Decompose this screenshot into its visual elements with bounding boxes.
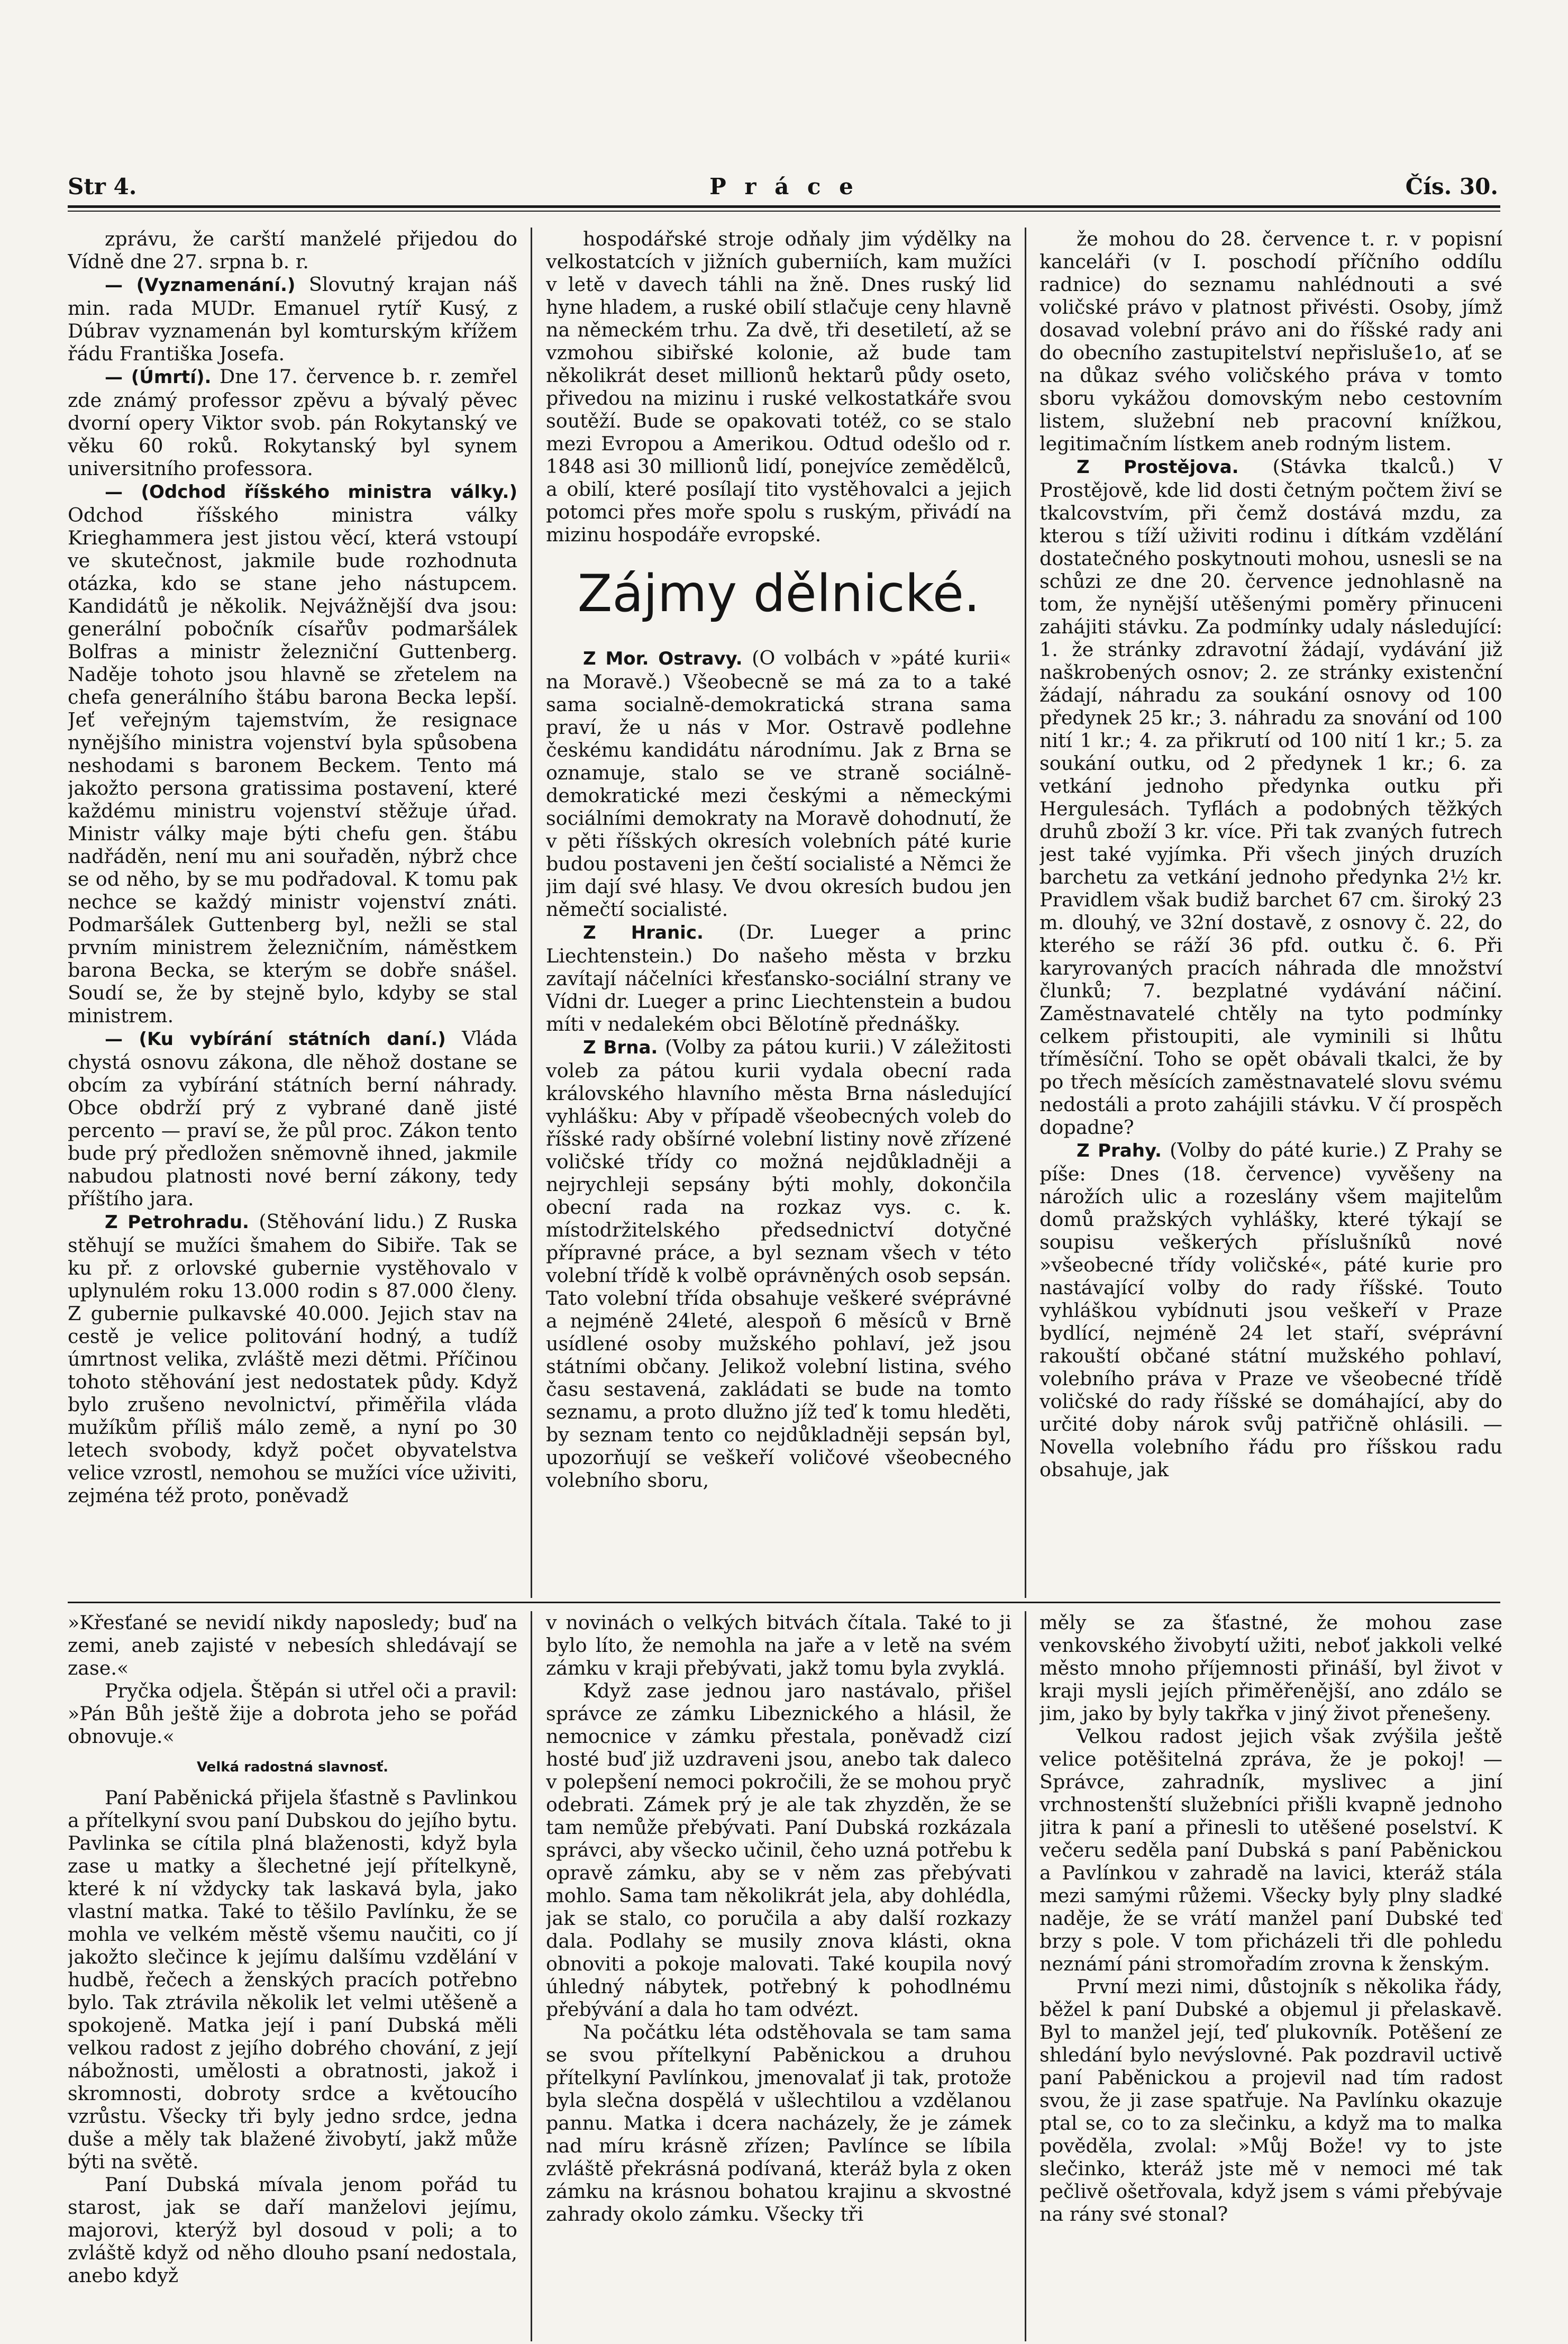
article-lead: — (Odchod říšského ministra války.)	[105, 481, 517, 503]
column-1-news	[68, 228, 517, 1598]
article-lead: Z Prahy.	[1077, 1140, 1162, 1161]
article-paragraph	[546, 1679, 1011, 2021]
article-paragraph	[68, 2173, 517, 2287]
article-paragraph	[1040, 1139, 1502, 1481]
article-lead: Z Brna.	[583, 1037, 658, 1058]
article-text: Vláda chystá osnovu zákona, dle něhož dostane se obcím za vybírání státních berní náhrady. Obce obdrží prý z vybrané daně jisté percento — praví se, že půl proc. Zákon tento bude prý předložen sněmovně ihned, jakmile nabudou platnosti nové berní zákony, tedy příštího jara.	[68, 1027, 517, 1210]
section-title: Zájmy dělnické.	[577, 564, 980, 623]
column-6-story	[1040, 1611, 1502, 2341]
article-text: Pryčka odjela. Štěpán si utřel oči a pravil: »Pán Bůh ještě žije a dobrota jeho se pořád obnovuje.«	[68, 1679, 517, 1748]
article-text: Slovutný krajan náš min. rada MUDr. Emanuel rytíř Kusý, z Dúbrav vyznamenán byl komturským křížem řádu Františka Josefa.	[68, 273, 517, 365]
column-divider	[1025, 228, 1026, 1598]
article-text: První mezi nimi, důstojník s několika řády, běžel k paní Dubské a objemul ji přelaskavě. Byl to manžel její, teď plukovník. Potěšení ze shledání bylo nevýslovné. Pak pozdravil uctivě paní Paběnickou a projevil nad tím radost svou, že ji zase spatřuje. Na Pavlínku okazuje ptal se, co to za slečinku, a když ma to malka pověděla, zvolal: »Můj Bože! vy to jste slečinko, kteráž jste mě v nemoci mé tak pečlivě ošetřovala, když jsem s vámi přebývaje na rány své stonal?	[1040, 1975, 1502, 2225]
article-paragraph	[1040, 455, 1502, 1139]
article-lead: — (Vyznamenání.)	[105, 275, 296, 296]
article-paragraph	[68, 1611, 517, 1679]
column-4-story	[68, 1611, 517, 2341]
article-paragraph	[68, 1786, 517, 2173]
article-paragraph	[68, 365, 517, 480]
article-text: Odchod říšského ministra války Krieghammera jest jistou věcí, která vstoupí ve skutečnost, jakmile bude rozhodnuta otázka, kdo se stane jeho nástupcem. Kandidátů je několik. Nejvážnější dva jsou: generální pobočník císařův podmaršálek Bolfras a ministr železniční Guttenberg. Naděje tohoto jsou hlavně se zřetelem na chefa generálního štábu barona Becka lepší. Jeť veřejným tajemstvím, že resignace nynějšího ministra vojenství byla spůsobena neshodami s baronem Beckem. Tento má jakožto persona gratissima postavení, které každému ministru vojenství stěžuje úřad. Ministr války maje býti chefu gen. štábu nadřáděn, není mu ani souřaděn, nýbrž chce se od něho, by se mu podřadoval. K tomu pak nechce se každý ministr vojenství znáti. Podmaršálek Guttenberg byl, nežli se stal prvním ministrem železničním, náměstkem barona Becka, se kterým se dobře snášel. Soudí se, že by stejně bylo, kdyby se stal ministrem.	[68, 504, 517, 1027]
article-lead: — (Ku vybírání státních daní.)	[105, 1029, 446, 1050]
article-text: Když zase jednou jaro nastávalo, přišel správce ze zámku Libeznického a hlásil, že nemocnice v zámku přestala, poněvadž cizí hosté buď již uzdraveni jsou, anebo tak daleco v polepšení nemoci pokročili, že se mohou pryč odebrati. Zámek prý je ale tak zhyzděn, že se tam nemůže přebývati. Paní Dubská rozkázala správci, aby všecko učinil, čeho uzná potřebu k opravě zámku, aby se v něm zas přebývati mohlo. Sama tam několikrát jela, aby dohlédla, jak se stalo, co poručila a aby další rozkazy dala. Podlahy se musily znova klásti, okna obnoviti a pokoje malovati. Také koupila nový úhledný nábytek, potřebný k pohodlnému přebývání a dala ho tam odvézt.	[546, 1679, 1011, 2021]
article-paragraph	[546, 1035, 1011, 1492]
article-paragraph	[68, 228, 517, 273]
column-5-story	[546, 1611, 1011, 2341]
article-text: v novinách o velkých bitvách čítala. Také to ji bylo líto, že nemohla na jaře a v letě na svém zámku v kraji přebývati, jakž tomu byla zvyklá.	[546, 1611, 1011, 1679]
header-rule-thin	[68, 211, 1500, 212]
article-paragraph	[546, 647, 1011, 921]
article-lead: Z Hranic.	[583, 922, 704, 943]
article-text: Na počátku léta odstěhovala se tam sama se svou přítelkyní Paběnickou a druhou přítelkyní Pavlínkou, jmenovalať ji tak, protože byla slečna dospělá v ušlechtilou a vzdělanou pannu. Matka i dcera nacházely, že je zámek nad míru krásně zřízen; Pavlínce se líbila zvláště překrásná podívaná, kteráž byla z oken zámku na krásnou bohatou krajinu a skvostné zahrady okolo zámku. Všecky tři	[546, 2021, 1011, 2225]
column-2-news	[546, 228, 1011, 1598]
article-text: Paní Paběnická přijela šťastně s Pavlinkou a přítelkyní svou paní Dubskou do jejího bytu. Pavlinka se cítila plná blaženosti, když byla zase u matky a šlechetné její přítelkyně, které k ní vždycky tak laskavá byla, jako vlastní matka. Také to těšilo Pavlínku, že se mohla ve velkém městě všemu naučiti, co jí jakožto slečince k jejímu dalšímu vzdělání v hudbě, řečech a ženských pracích potřebno bylo. Tak ztrávila několik let velmi utěšeně a spokojeně. Matka její i paní Dubská měli velkou radost z jejího dobrého chování, z její nábožnosti, umělosti a obratnosti, jakož i skromnosti, dobroty srdce a květoucího vzrůstu. Všecky tři byly jedno srdce, jedna duše a měly tak blažené živobytí, jakž může býti na světě.	[68, 1786, 517, 2173]
article-text: Dne 17. července b. r. zemřel zde známý professor zpěvu a bývalý pěvec dvorní opery Viktor svob. pán Rokytanský ve věku 60 roků. Rokytanský byl synem universitního professora.	[68, 365, 517, 480]
article-paragraph	[546, 2021, 1011, 2225]
article-paragraph	[546, 228, 1011, 546]
article-text: (Volby za pátou kurii.) V záležitosti voleb za pátou kurii vydala obecní rada královského hlavního města Brna následující vyhlášku: Aby v případě všeobecných voleb do říšské rady obšírné volební listiny nově zřízené voličské třídy co možná nejdůkladněji a nejrychleji sepsány býti mohly, dokončila obecní rada na rozkaz vys. c. k. místodržitelského předsednictví dotyčné přípravné práce, a byl seznam všech v této volební třídě k volbě oprávněných osob sepsán. Tato volební třída obsahuje veškeré svéprávné a nejméně 24leté, alespoň 6 měsíců v Brně usídlené osoby mužského pohlaví, jež jsou státními občany. Jelikož volební listina, svého času sestavená, zakládati se bude na tomto seznamu, a proto dlužno jíž teď k tomu hleděti, by seznam tento co nejdůkladněji sepsán byl, upozorňují se veškeří voličové všeobecného volebního sboru,	[546, 1035, 1011, 1492]
article-text: (O volbách v »páté kurii« na Moravě.) Všeobecně se má za to a také sama socialně-demokratická strana sama praví, že u nás v Mor. Ostravě podlehne českému kandidátu národnímu. Jak z Brna se oznamuje, stalo se ve straně sociálně-demokratické mezi českými a německými sociálními demokraty na Moravě dohodnutí, že v pěti říšských okresích volebních páté kurie budou postaveni jen čeští socialisté a Němci že jim dají své hlasy. Ve dvou okresích budou jen němečtí socialisté.	[546, 647, 1011, 921]
article-paragraph	[1040, 1725, 1502, 1975]
article-paragraph	[1040, 228, 1502, 455]
article-paragraph	[68, 1210, 517, 1507]
section-heading: Velká radostná slavnosť.	[196, 1759, 389, 1775]
article-paragraph	[546, 921, 1011, 1035]
article-lead: Z Mor. Ostravy.	[583, 648, 743, 669]
article-lead: Z Petrohradu.	[105, 1212, 249, 1233]
article-paragraph	[68, 273, 517, 365]
column-divider	[531, 228, 532, 1598]
header-rule	[68, 205, 1500, 208]
column-3-news	[1040, 228, 1502, 1598]
article-text: hospodářské stroje odňaly jim výdělky na velkostatcích v jižních guberniích, kam mužíci v letě v davech táhli na žně. Dnes ruský lid hyne hladem, a ruské obilí stlačuje ceny hlavně na německém trhu. Za dvě, tři desetiletí, až se vzmohou sibiřské kolonie, až bude tam několikrát deset millionů hektarů půdy oseto, přivedou na mizinu i ruské velkostatkáře svou soutěží. Bude se opakovati totéž, co se stalo mezi Evropou a Amerikou. Odtud odešlo od r. 1848 asi 30 millionů lidí, ponejvíce zemědělců, a obilí, které posílají tito vystěhovalci a jejich potomci přes moře spolu s ruským, přivádí na mizinu hospodáře evropské.	[546, 228, 1011, 546]
article-text: (Stávka tkalců.) V Prostějově, kde lid dosti četným počtem živí se tkalcovstvím, při čemž dostává mzdu, za kterou s tíží uživiti rodinu i dítkám vzdělání dostatečného poskytnouti mohou, usnesli se na schůzi ze dne 20. července jednohlasně na tom, že nynější utěšenými poměry přinuceni zahájiti stávku. Za podmínky udaly následující: 1. že stránky zdravotní žádají, vydávání již naškrobených osnov; 2. ze stránky existenční žádají, náhradu za soukání osnovy od 100 předynek 25 kr.; 3. náhradu za snování od 100 nití 1 kr.; 4. za přikrutí od 100 nití 1 kr.; 5. za soukání outku, od 2 předynek 1 kr.; 6. za vetkání jednoho předynka outku při Hergulesách. Tyflách a podobných těžkých druhů zboží 3 kr. více. Při tak zvaných futrech jest také vyjímka. Při všech jiných druzích barchetu za vetkání jednoho předynka 2½ kr. Pravidlem však budiž barchet 67 cm. široký 23 m. dlouhý, ve 32ní dostavě, z osnovy č. 22, do kterého se ráží 36 pfd. outku č. 6. Při karyrovaných pracích náhrada dle množství člunků; 7. bezplatné vydávání náčiní. Zaměstnavatelé chtěly na tyto podmínky celkem přistoupiti, ale vyminili si lhůtu tříměsíční. Toho se opět obávali tkalci, že by po třech měsících zaměstnavatelé slovu svému nedostáli a proto zahájili stávku. V čí prospěch dopadne?	[1040, 455, 1502, 1139]
issue-number: Čís. 30.	[1405, 174, 1498, 199]
column-divider	[531, 1611, 532, 2341]
article-text: měly se za šťastné, že mohou zase venkovského živobytí užiti, neboť jakkoli velké město mnoho příjemnosti přináší, byl život v kraji mysli jejích přiměřenější, ano zdálo se jim, jako by byly takřka v jiný život přenešeny.	[1040, 1611, 1502, 1725]
article-text: »Křesťané se nevidí nikdy naposledy; buď na zemi, aneb zajisté v nebesích shledávají se zase.«	[68, 1611, 517, 1679]
feuilleton-rule	[68, 1602, 1500, 1603]
article-text: (Dr. Lueger a princ Liechtenstein.) Do našeho města v brzku zavítají náčelníci křesťansko-sociální strany ve Vídni dr. Lueger a princ Liechtenstein a budou míti v nedalekém obci Bělotíně přednášky.	[546, 921, 1011, 1035]
article-paragraph	[68, 1027, 517, 1210]
article-lead: — (Úmrtí).	[105, 367, 212, 388]
article-text: Velkou radost jejich však zvýšila ještě velice potěšitelná zpráva, že je pokoj! — Správce, zahradník, myslivec a jiní vrchnostenští služebníci přišli kvapně jednoho jitra k paní a přinesli to utěšené poselství. K večeru seděla paní Dubská s paní Paběnickou a Pavlínkou v zahradě na lavici, kteráž stála mezi samými růžemi. Všecky byly plny sladké naděje, že se vrátí manžel paní Dubské teď brzy s pole. V tom přicházeli tři dle pohledu neznámí páni stromořadím zrovna k ženským.	[1040, 1725, 1502, 1975]
article-text: Paní Dubská mívala jenom pořád tu starost, jak se daří manželovi jejímu, majorovi, kterýž byl dosoud v poli; a to zvláště když od něho dlouho psaní nedostala, anebo když	[68, 2173, 517, 2287]
article-text: že mohou do 28. července t. r. v popisní kanceláři (v I. poschodí příčního oddílu radnice) do seznamu nahlédnouti a své voličské právo v platnost přivésti. Osoby, jímž dosavad volební právo ani do říšské rady ani do obecního zastupitelství nepřisluše1o, ať se na důkaz svého voličského práva v tomto sboru vykážou domovským nebo cestovním listem, služební neb pracovní knížkou, legitimačním lístkem aneb rodným listem.	[1040, 228, 1502, 455]
page-number: Str 4.	[68, 174, 137, 199]
article-paragraph	[546, 1611, 1011, 1679]
article-paragraph	[68, 480, 517, 1027]
article-text: zprávu, že carští manželé přijedou do Vídně dne 27. srpna b. r.	[68, 228, 517, 273]
article-paragraph	[68, 1679, 517, 1748]
article-text: (Stěhování lidu.) Z Ruska stěhují se mužíci šmahem do Sibiře. Tak se ku př. z orlovské gubernie vystěhovalo v uplynulém roku 13.000 rodin s 87.000 členy. Z gubernie pulkavské 40.000. Jejich stav na cestě je velice politování hodný, a tudíž úmrtnost velika, zvláště mezi dětmi. Příčinou tohoto stěhování jest nedostatek půdy. Když bylo zrušeno nevolnictví, přiměřila vláda mužíkům příliš málo země, a nyní po 30 letech svobody, když počet obyvatelstva velice vzrostl, nemohou se mužíci více uživiti, zejména též proto, poněvadž	[68, 1210, 517, 1507]
masthead-title: P r á c e	[709, 174, 859, 199]
article-lead: Z Prostějova.	[1077, 457, 1239, 478]
article-paragraph	[1040, 1611, 1502, 1725]
article-text: (Volby do páté kurie.) Z Prahy se píše: Dnes (18. července) vyvěšeny na nárožích ulic a rozeslány všem majitelům domů pražských vyhlášky, které týkají se soupisu veškerých příslušníků nové »všeobecné třídy voličské«, páté kurie pro nastávající volby do rady říšské. Touto vyhláškou vybídnuti jsou veškeří v Praze bydlící, nejméně 24 let staří, svéprávní rakouští občané státní mužského pohlaví, volebního práva v Praze ve všeobecné třídě voličské do rady říšské se domáhající, aby do určité doby nárok svůj patřičně ohlásili. — Novella volebního řádu pro říšskou radu obsahuje, jak	[1040, 1139, 1502, 1481]
column-divider	[1025, 1611, 1026, 2341]
article-paragraph	[1040, 1975, 1502, 2225]
